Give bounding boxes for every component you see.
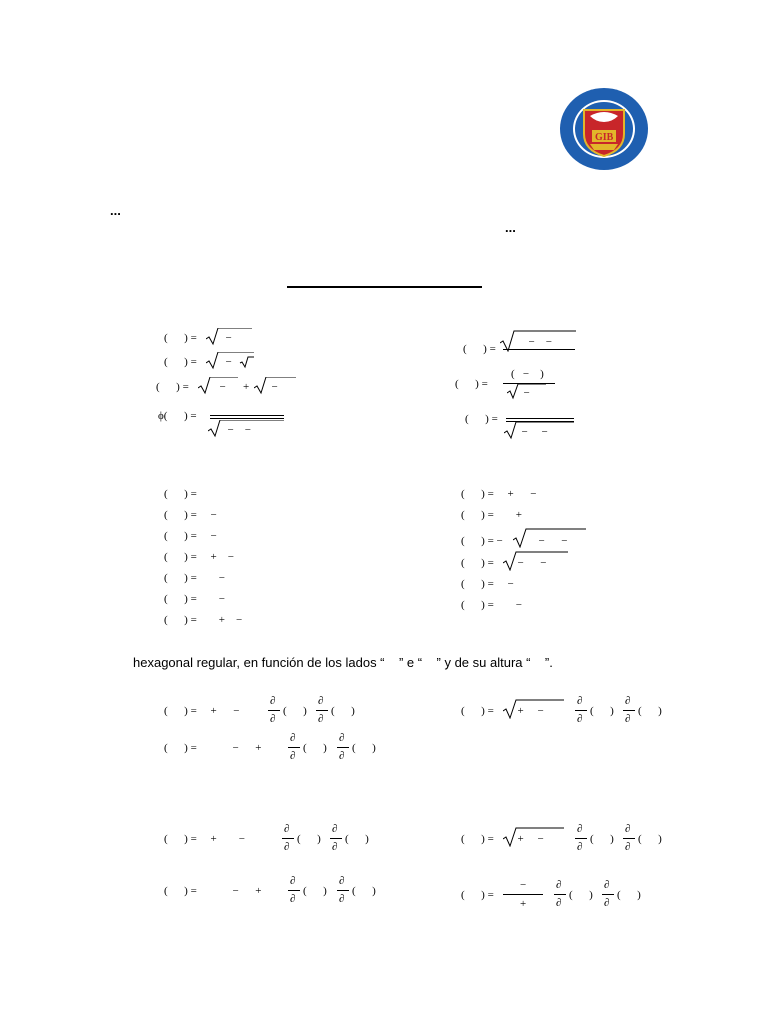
partial-symbol: ∂ xyxy=(332,841,338,853)
eq-paren: ( ) xyxy=(303,742,327,754)
partial-symbol: ∂ xyxy=(270,695,276,707)
eq-denominator: − xyxy=(518,387,530,399)
fraction-bar xyxy=(337,890,349,891)
eq-paren: ( ) xyxy=(617,889,641,901)
partial-symbol: ∂ xyxy=(290,732,296,744)
partial-symbol: ∂ xyxy=(556,897,562,909)
eq-paren: ( ) xyxy=(297,833,321,845)
eq-lhs: ( ) = xyxy=(463,343,496,355)
partial-symbol: ∂ xyxy=(577,695,583,707)
eq-radicand: − − xyxy=(512,336,552,348)
eq-line: ( ) = xyxy=(164,488,197,500)
eq-paren: ( ) xyxy=(590,705,614,717)
partial-symbol: ∂ xyxy=(290,875,296,887)
partial-symbol: ∂ xyxy=(339,893,345,905)
problem-statement: hexagonal regular, en función de los lados “ ” e “ ” y de su altura “ ”. xyxy=(133,655,553,670)
partial-symbol: ∂ xyxy=(625,823,631,835)
fraction-bar xyxy=(288,890,300,891)
partial-symbol: ∂ xyxy=(332,823,338,835)
eq-lhs: ( ) = + − xyxy=(164,833,245,845)
title-underline xyxy=(287,286,482,288)
partial-symbol: ∂ xyxy=(625,841,631,853)
eq-line: ( ) = − xyxy=(461,578,514,590)
fraction-bar xyxy=(623,838,635,839)
fraction-bar xyxy=(575,838,587,839)
partial-symbol: ∂ xyxy=(290,750,296,762)
partial-symbol: ∂ xyxy=(604,879,610,891)
eq-paren: ( ) xyxy=(283,705,307,717)
eq-line: ( ) = + − xyxy=(164,551,234,563)
fraction-bar xyxy=(575,710,587,711)
partial-symbol: ∂ xyxy=(339,732,345,744)
university-logo xyxy=(550,78,658,180)
eq-lhs: ( ) = xyxy=(156,381,189,393)
eq-radicand: − xyxy=(220,332,232,344)
fraction-bar xyxy=(210,415,284,416)
eq-lhs: ( ) = xyxy=(461,557,494,569)
eq-plus: + xyxy=(243,381,250,393)
fraction-bar xyxy=(506,418,574,419)
eq-paren: ( ) xyxy=(352,742,376,754)
fraction-bar xyxy=(623,710,635,711)
partial-symbol: ∂ xyxy=(625,713,631,725)
eq-lhs: ( ) = xyxy=(164,356,197,368)
eq-lhs: ( ) = xyxy=(465,413,498,425)
partial-symbol: ∂ xyxy=(604,897,610,909)
eq-line: ( ) = + − xyxy=(164,614,243,626)
eq-paren: ( ) xyxy=(569,889,593,901)
eq-lhs: ( ) = − xyxy=(461,535,503,547)
partial-symbol: ∂ xyxy=(290,893,296,905)
eq-radicand: + − xyxy=(512,705,544,717)
partial-symbol: ∂ xyxy=(577,713,583,725)
eq-denominator: + xyxy=(520,898,527,910)
eq-paren: ( ) xyxy=(638,705,662,717)
fraction-bar xyxy=(554,894,566,895)
eq-radicand: − xyxy=(214,381,226,393)
eq-line: ( ) = − xyxy=(164,572,225,584)
eq-paren: ( ) xyxy=(331,705,355,717)
partial-symbol: ∂ xyxy=(556,879,562,891)
fraction-bar xyxy=(210,418,284,419)
eq-lhs: ( ) = xyxy=(461,705,494,717)
fraction-bar xyxy=(503,894,543,895)
eq-line: ( ) = − xyxy=(164,593,225,605)
fraction-bar xyxy=(330,838,342,839)
eq-paren: ( ) xyxy=(638,833,662,845)
eq-radicand: − − xyxy=(512,557,547,569)
eq-line: ( ) = + − xyxy=(461,488,537,500)
eq-radicand: − xyxy=(220,356,232,368)
eq-lhs: ( ) = xyxy=(461,833,494,845)
partial-symbol: ∂ xyxy=(339,875,345,887)
partial-symbol: ∂ xyxy=(318,695,324,707)
eq-paren: ( ) xyxy=(590,833,614,845)
eq-paren: ( ) xyxy=(345,833,369,845)
fraction-bar xyxy=(337,747,349,748)
eq-denominator: − − xyxy=(222,424,251,436)
eq-denominator: − − xyxy=(516,426,548,438)
eq-numerator: ( − ) xyxy=(511,368,544,380)
eq-line: ( ) = − xyxy=(164,509,217,521)
eq-line: ( ) = − xyxy=(461,599,522,611)
partial-symbol: ∂ xyxy=(284,823,290,835)
eq-lhs: ( ) = − + xyxy=(164,742,262,754)
fraction-bar xyxy=(282,838,294,839)
fraction-bar xyxy=(316,710,328,711)
eq-paren: ( ) xyxy=(352,885,376,897)
eq-lhs: ( ) = xyxy=(164,332,197,344)
partial-symbol: ∂ xyxy=(625,695,631,707)
eq-radicand: + − xyxy=(512,833,544,845)
partial-symbol: ∂ xyxy=(318,713,324,725)
eq-line: ( ) = + xyxy=(461,509,522,521)
fraction-bar xyxy=(503,349,575,350)
eq-lhs: ( ) = xyxy=(461,889,494,901)
eq-lhs: ( ) = xyxy=(455,378,488,390)
partial-symbol: ∂ xyxy=(577,841,583,853)
partial-symbol: ∂ xyxy=(284,841,290,853)
eq-paren: ( ) xyxy=(303,885,327,897)
ellipsis-marker: ... xyxy=(505,220,516,235)
eq-lhs: ϕ( ) = xyxy=(158,410,197,422)
eq-numerator: − xyxy=(520,879,527,891)
partial-symbol: ∂ xyxy=(339,750,345,762)
eq-radicand: − xyxy=(266,381,278,393)
partial-symbol: ∂ xyxy=(577,823,583,835)
eq-lhs: ( ) = + − xyxy=(164,705,240,717)
eq-line: ( ) = − xyxy=(164,530,217,542)
eq-radicand: − − xyxy=(522,535,568,547)
svg-text:GIB: GIB xyxy=(595,132,614,143)
fraction-bar xyxy=(288,747,300,748)
eq-lhs: ( ) = − + xyxy=(164,885,262,897)
fraction-bar xyxy=(268,710,280,711)
fraction-bar xyxy=(602,894,614,895)
partial-symbol: ∂ xyxy=(270,713,276,725)
ellipsis-marker: ... xyxy=(110,203,121,218)
